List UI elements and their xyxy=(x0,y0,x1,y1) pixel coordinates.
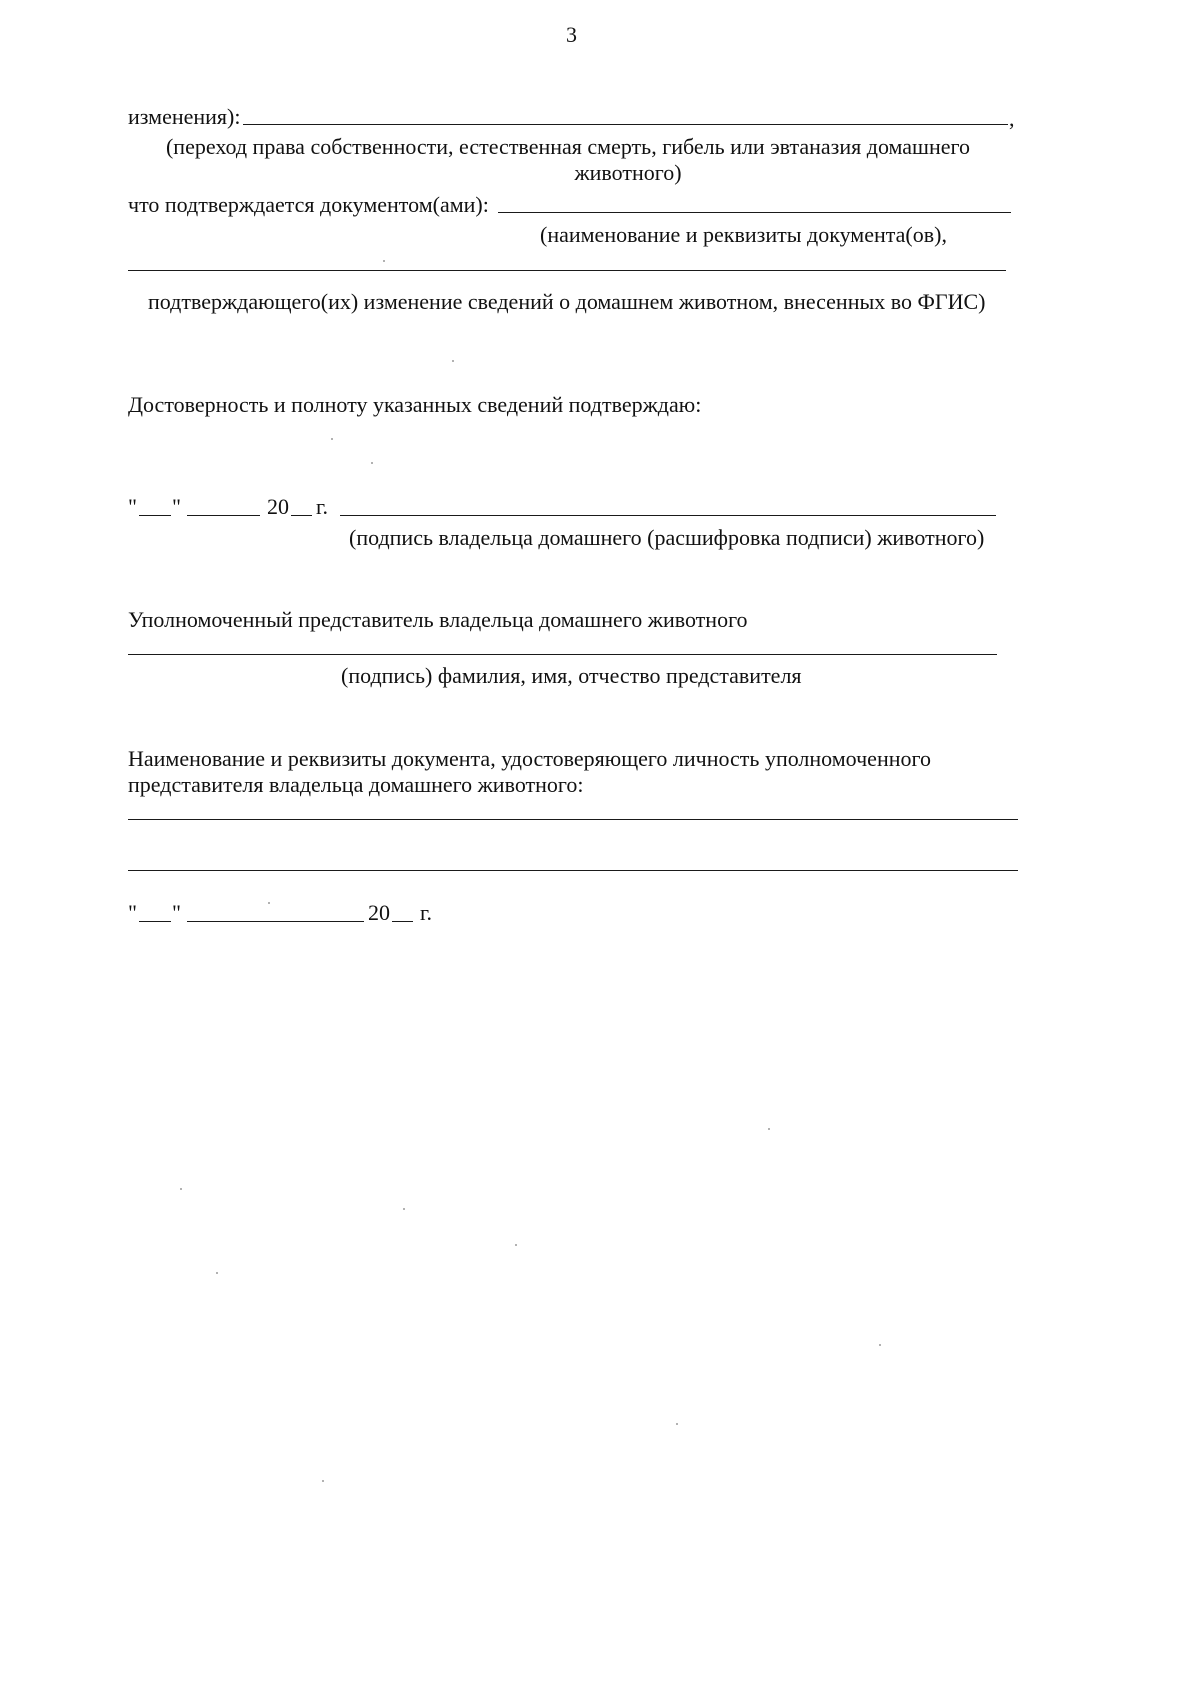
change-reason-hint-2: животного) xyxy=(574,160,682,185)
change-reason-field[interactable] xyxy=(243,124,1008,125)
representative-title: Уполномоченный представитель владельца домашнего животного xyxy=(128,607,748,632)
scan-speck xyxy=(268,902,270,904)
representative-signature-field[interactable] xyxy=(128,654,997,655)
final-date-year-prefix: 20 xyxy=(368,900,390,925)
owner-date-month-field[interactable] xyxy=(187,515,260,516)
owner-date-quote-open: " xyxy=(128,494,137,519)
scan-speck xyxy=(331,438,333,440)
final-date-quote-close: " xyxy=(172,900,181,925)
owner-signature-hint: (подпись владельца домашнего (расшифровка подписи) животного) xyxy=(349,525,985,550)
owner-date-day-field[interactable] xyxy=(139,515,171,516)
scan-speck xyxy=(371,462,373,464)
scan-speck xyxy=(879,1344,881,1346)
final-date-year-field[interactable] xyxy=(392,921,413,922)
scan-speck xyxy=(676,1423,678,1425)
scan-speck xyxy=(383,260,385,262)
owner-date-quote-close: " xyxy=(172,494,181,519)
change-reason-hint-1: (переход права собственности, естественная смерть, гибель или эвтаназия домашнего xyxy=(165,134,971,159)
representative-document-text-2: представителя владельца домашнего животного: xyxy=(128,772,584,797)
scan-speck xyxy=(216,1272,218,1274)
owner-date-year-prefix: 20 xyxy=(267,494,289,519)
confirming-document-field-2[interactable] xyxy=(128,270,1006,271)
scan-speck xyxy=(515,1244,517,1246)
representative-document-text-1: Наименование и реквизиты документа, удостоверяющего личность уполномоченного xyxy=(128,746,931,771)
confirming-document-label: что подтверждается документом(ами): xyxy=(128,192,489,217)
confirming-document-hint-1: (наименование и реквизиты документа(ов), xyxy=(540,222,947,247)
scan-speck xyxy=(452,360,454,362)
change-reason-comma: , xyxy=(1009,106,1015,131)
confirming-document-hint-2: подтверждающего(их) изменение сведений о домашнем животном, внесенных во ФГИС) xyxy=(148,289,986,314)
owner-date-year-suffix: г. xyxy=(316,494,329,519)
page-number: 3 xyxy=(566,22,577,47)
scan-speck xyxy=(403,1208,405,1210)
final-date-quote-open: " xyxy=(128,900,137,925)
scan-speck xyxy=(768,1128,770,1130)
confirming-document-field[interactable] xyxy=(498,212,1011,213)
final-date-day-field[interactable] xyxy=(139,921,171,922)
change-reason-label: изменения): xyxy=(128,104,241,129)
representative-document-field-1[interactable] xyxy=(128,819,1018,820)
representative-hint: (подпись) фамилия, имя, отчество представителя xyxy=(341,663,802,688)
scan-speck xyxy=(180,1188,182,1190)
representative-document-field-2[interactable] xyxy=(128,870,1018,871)
scan-speck xyxy=(322,1480,324,1482)
owner-signature-field[interactable] xyxy=(340,515,996,516)
final-date-year-suffix: г. xyxy=(420,900,433,925)
owner-date-year-field[interactable] xyxy=(291,515,312,516)
certification-text: Достоверность и полноту указанных сведений подтверждаю: xyxy=(128,392,702,417)
final-date-month-field[interactable] xyxy=(187,921,364,922)
